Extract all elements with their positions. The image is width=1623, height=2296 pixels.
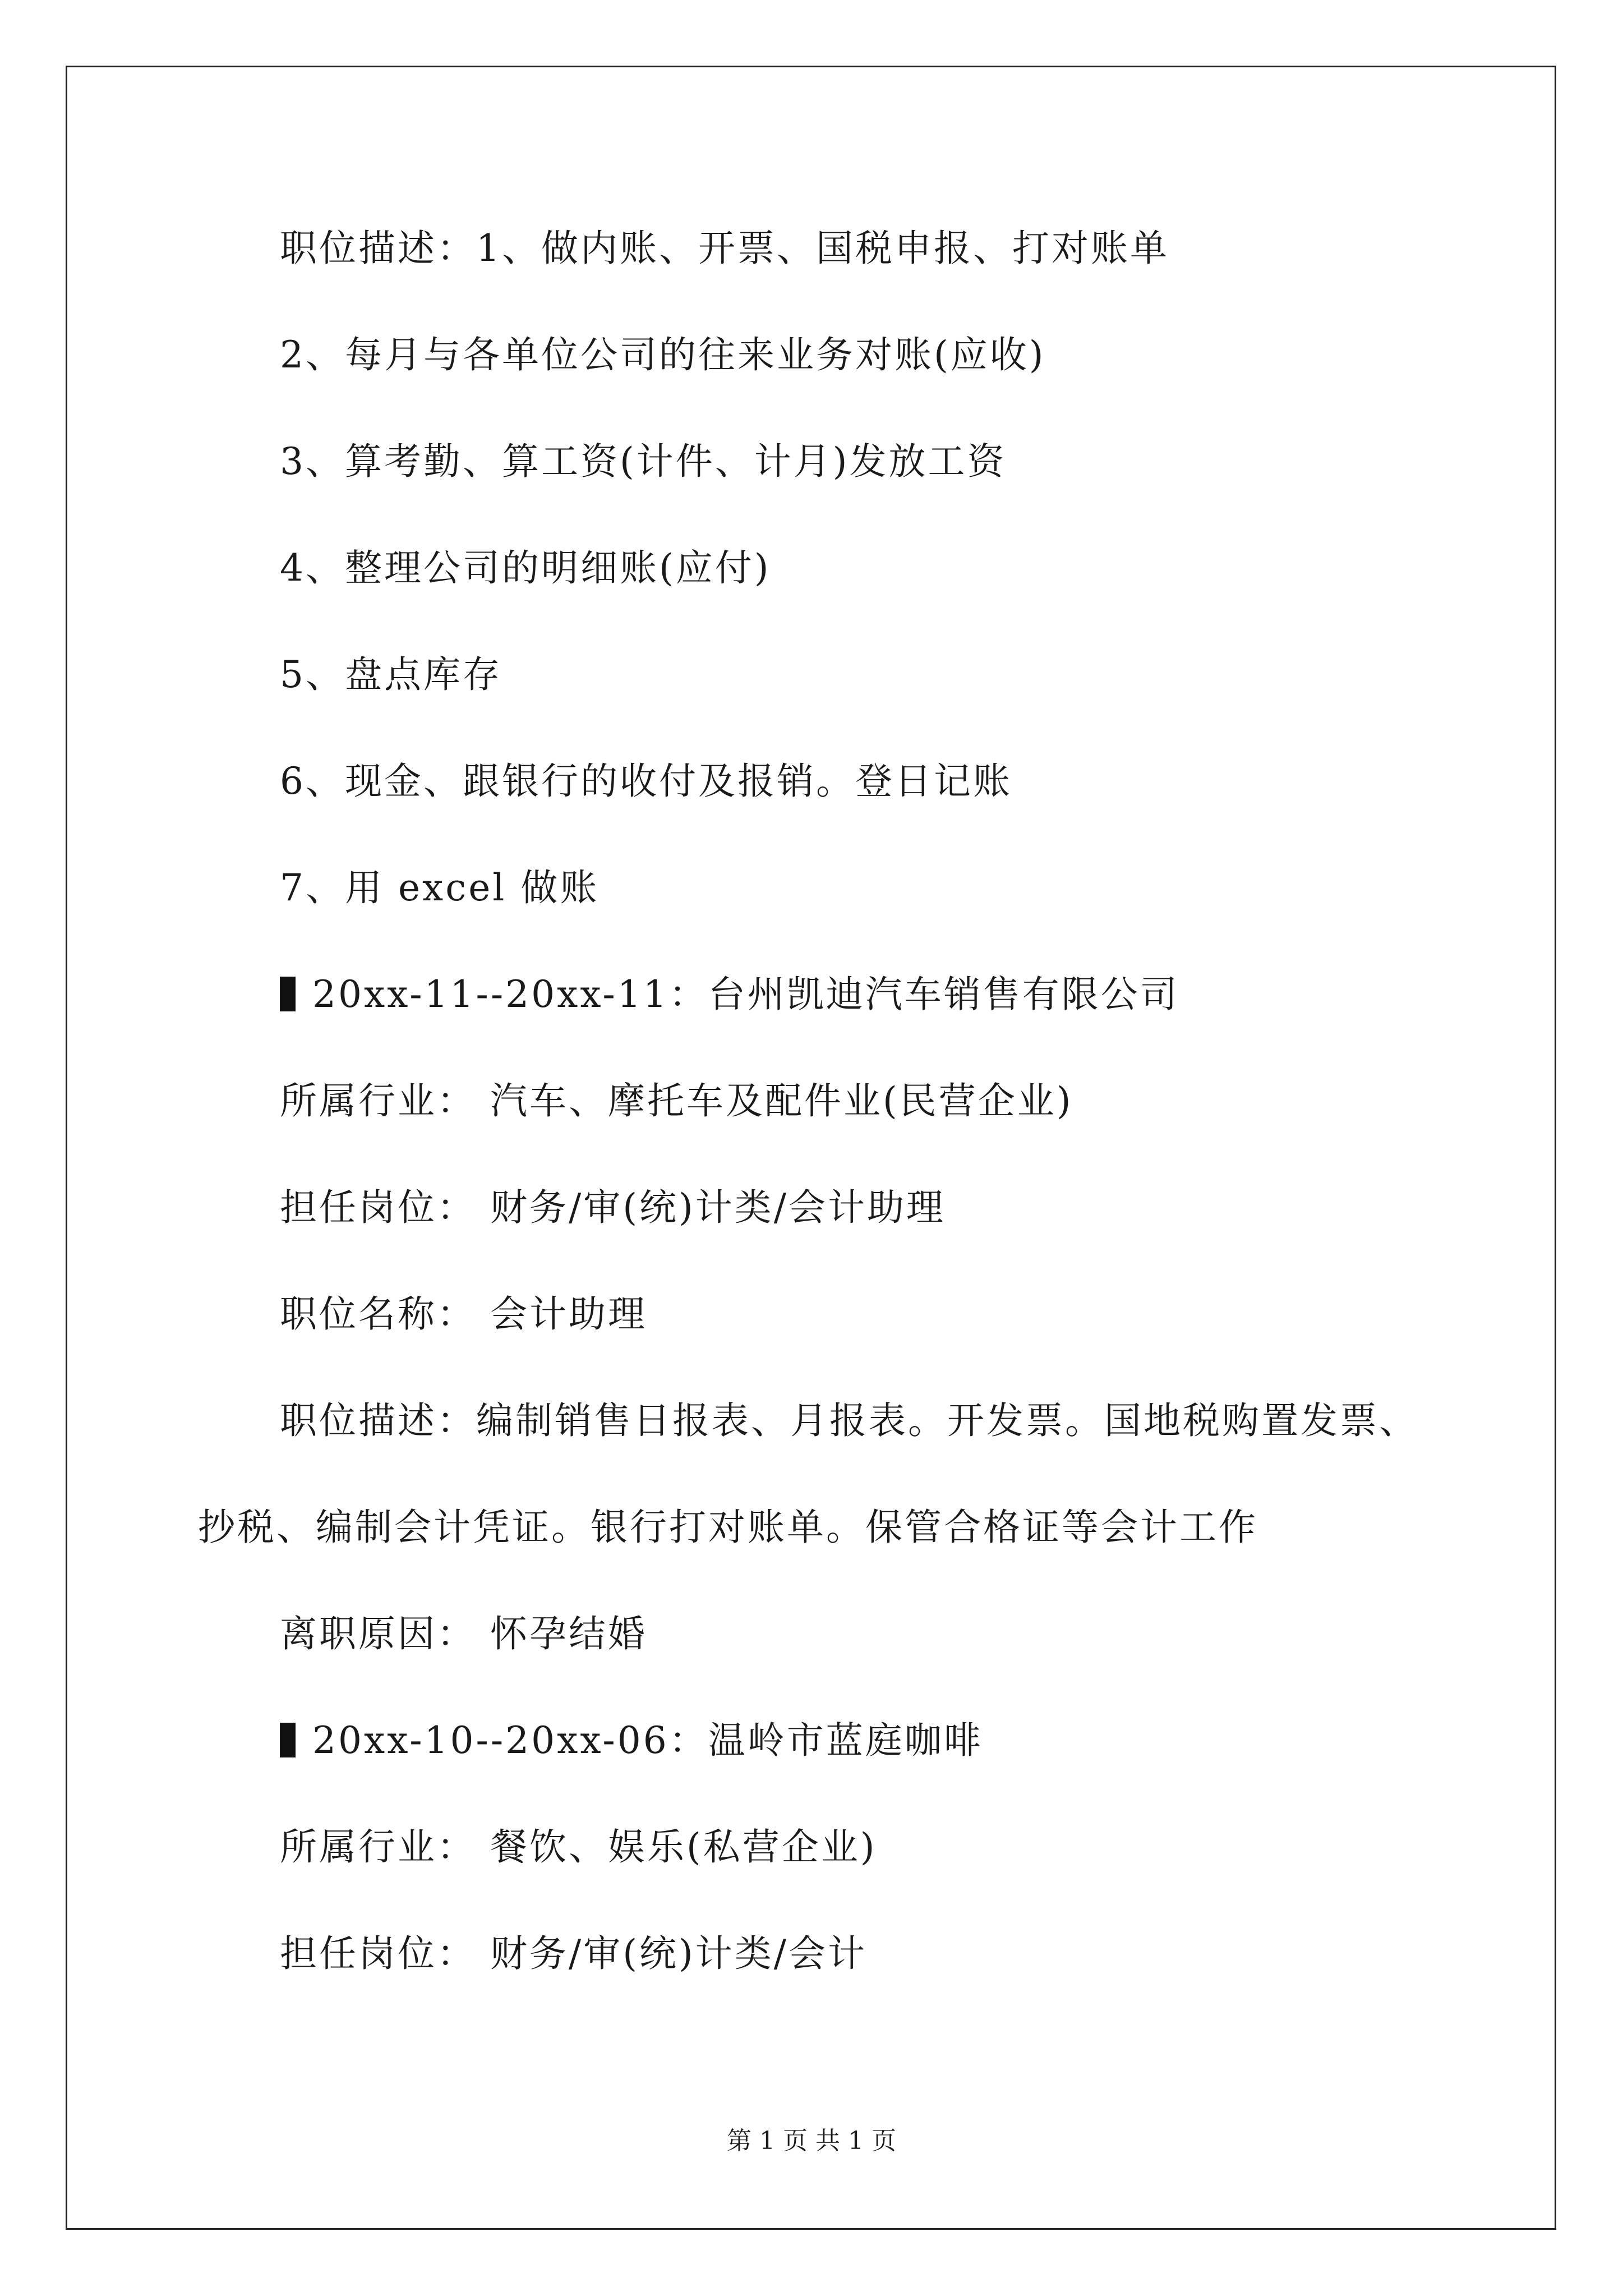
duty-item-2: 2、每月与各单位公司的往来业务对账(应收) xyxy=(280,333,1046,376)
industry-line: 所属行业： 汽车、摩托车及配件业(民营企业) xyxy=(280,1079,1073,1122)
bullet-block-icon xyxy=(280,977,296,1011)
job-entry-heading xyxy=(198,1715,1488,1766)
bullet-block-icon xyxy=(280,1723,296,1757)
job-description-line: 职位描述：1、做内账、开票、国税申报、打对账单 xyxy=(280,227,1169,270)
job-description-continuation: 抄税、编制会计凭证。银行打对账单。保管合格证等会计工作 xyxy=(198,1506,1258,1549)
document-body xyxy=(198,223,1488,2035)
job-entry-title: 20xx-10--20xx-06：温岭市蓝庭咖啡 xyxy=(312,1719,983,1762)
job-title-line: 职位名称： 会计助理 xyxy=(280,1292,647,1336)
duty-item-6: 6、现金、跟银行的收付及报销。登日记账 xyxy=(280,760,1012,803)
duty-item-5: 5、盘点库存 xyxy=(280,653,502,696)
leave-reason-line: 离职原因： 怀孕结婚 xyxy=(280,1612,647,1655)
job-description-line: 职位描述：编制销售日报表、月报表。开发票。国地税购置发票、 xyxy=(280,1399,1418,1442)
page-footer: 第 1 页 共 1 页 xyxy=(727,2127,896,2155)
position-line: 担任岗位： 财务/审(统)计类/会计 xyxy=(280,1932,867,1975)
duty-item-4: 4、整理公司的明细账(应付) xyxy=(280,546,771,590)
duty-item-3: 3、算考勤、算工资(计件、计月)发放工资 xyxy=(280,440,1007,483)
industry-line: 所属行业： 餐饮、娱乐(私营企业) xyxy=(280,1825,877,1869)
job-entry-heading xyxy=(198,969,1488,1020)
duty-item-7: 7、用 excel 做账 xyxy=(280,866,600,909)
position-line: 担任岗位： 财务/审(统)计类/会计助理 xyxy=(280,1186,946,1229)
job-entry-title: 20xx-11--20xx-11：台州凯迪汽车销售有限公司 xyxy=(312,973,1179,1016)
